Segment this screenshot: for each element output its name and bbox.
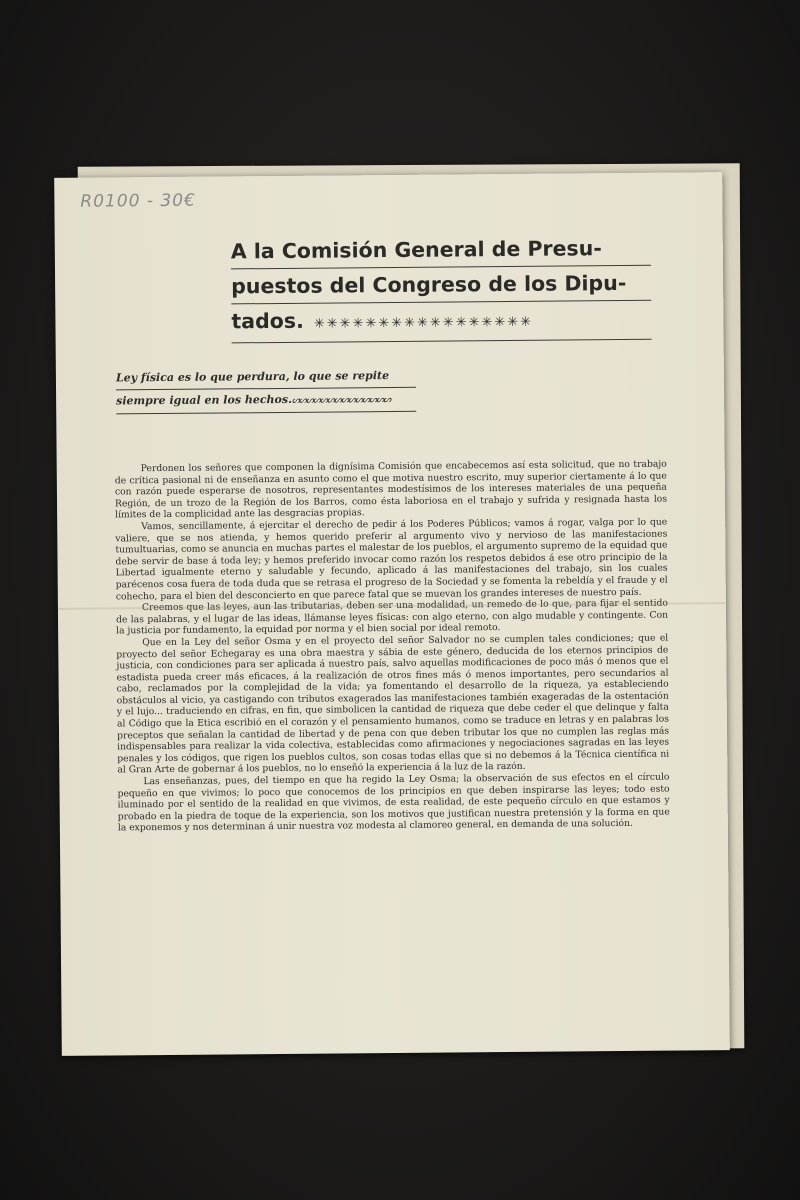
paragraph: Que en la Ley del señor Osma y en el proyecto del señor Salvador no se cumplen tales condiciones; que el proyecto del señor Echegaray es una obra maestra y sábia de este género, deducida de los eternos principios de justicia, con condiciones para ser aplicada á nuestro país, salvo aquellas modificaciones de poco más ó menos que el estadista pueda creer más eficaces, á la realización de otros fines más ó menos importantes, pero secundarios al cabo, reclamados por la complejidad de la vida; ya fomentando el desarrollo de la riqueza, ya estableciendo obstáculos al vicio, ya castigando con tributos exagerados las manifestaciones también exageradas de la ostentación y el lujo... traduciendo en cifras, en fin, que simbolicen la cantidad de riqueza que debe ceder el que delinque y falta al Código que la Etica escribió en el corazón y el pensamiento humanos, como se traduce en letras y en palabras los preceptos que señalan la cantidad de libertad y de pena con que deben tributar los que no cumplen las reglas más indispensables para realizar la vida colectiva, establecidas como afirmaciones y negociaciones sagradas en las leyes penales y los códigos, que rigen los pueblos cultos, son cosas todas ellas que si no debemos á la Técnica científica ni al Gran Arte de gobernar á los pueblos, no lo enseñó la experiencia á la luz de la razón. xyxy=(116,632,670,776)
title-line-3 xyxy=(231,301,651,344)
epigraph-line-2-text: siempre igual en los hechos. xyxy=(116,392,292,408)
title-line-2: puestos del Congreso de los Dipu- xyxy=(231,266,651,305)
epigraph xyxy=(116,365,416,415)
epigraph-line-2 xyxy=(116,388,416,415)
title-line-3-text: tados. xyxy=(231,308,304,334)
title-line-1: A la Comisión General de Presu- xyxy=(231,231,651,270)
paragraph: Creemos que las leyes, aun las tributarias, deben ser una modalidad, un remedo de lo que, para fijar el sentido de las palabras, y el lugar de las ideas, llámanse leyes físicas: con algo eterno, con algo mudable y contingente. Con la justicia por fundamento, la equidad por norma y el bien social por ideal remoto. xyxy=(115,597,669,637)
paragraph: Vamos, sencillamente, á ejercitar el derecho de pedir á los Poderes Públicos; vamos á rogar, valga por lo que valiere, que se nos atienda, y hemos querido preferir al argumento vivo y nervioso de las manifestaciones tumultuarias, como se anuncia en muchas partes el malestar de los pueblos, el argumento supremo de la equidad que debe servir de base á toda ley; y hemos preferido invocar como razón los respetos debidos á ese otro principio de la Libertad igualmente eterno y saludable y fecundo, aplicado á las manifestaciones del trabajo, sin los cuales parécenos cosa fuera de toda duda que se retrasa el progreso de la Sociedad y se fomenta la rebeldía y el fraude y el cohecho, para el bien del desconcierto en que parece fatal que se muevan los grandes intereses de nuestro país. xyxy=(115,516,668,602)
paragraph: Las enseñanzas, pues, del tiempo en que ha regido la Ley Osma; la observación de sus efectos en el círculo pequeño en que vivimos; lo poco que conocemos de los principios en que deben inspirarse las leyes; todo esto iluminado por el sentido de la realidad en que vivimos, de esta realidad, de este pequeño círculo en que estamos y probado en la piedra de toque de la experiencia, son los motivos que justifican nuestra pretensión y la forma en que la exponemos y nos determinan á unir nuestra voz modesta al clamoreo general, en demanda de una solución. xyxy=(117,771,670,834)
epigraph-line-1: Ley física es lo que perdura, lo que se repite xyxy=(116,365,416,391)
document-title xyxy=(231,231,652,344)
wave-ornament: ᔕᔕᔕᔕᔕᔕᔕᔕᔕᔕᔕᔕᔕᔕ xyxy=(291,395,391,406)
handwritten-note: R0100 - 30€ xyxy=(80,190,196,212)
paragraph: Perdonen los señores que componen la dignísima Comisión que encabecemos así esta solicitud, que no trabajo de crítica pasional ni de enseñanza en asunto como el que motiva nuestro escrito, muy superior ciertamente á lo que con razón puede esperarse de nosotros, representantes modestísimos de los intereses materiales de una pequeña Región, de un trozo de la Región de los Barros, como ésta laboriosa en el trabajo y sufrida y resignada hasta los límites de la complicidad ante las desgracias propias. xyxy=(114,458,668,521)
star-ornament: ✳✳✳✳✳✳✳✳✳✳✳✳✳✳✳✳✳ xyxy=(313,314,534,332)
body-text xyxy=(115,459,670,835)
document-page xyxy=(54,172,730,1056)
